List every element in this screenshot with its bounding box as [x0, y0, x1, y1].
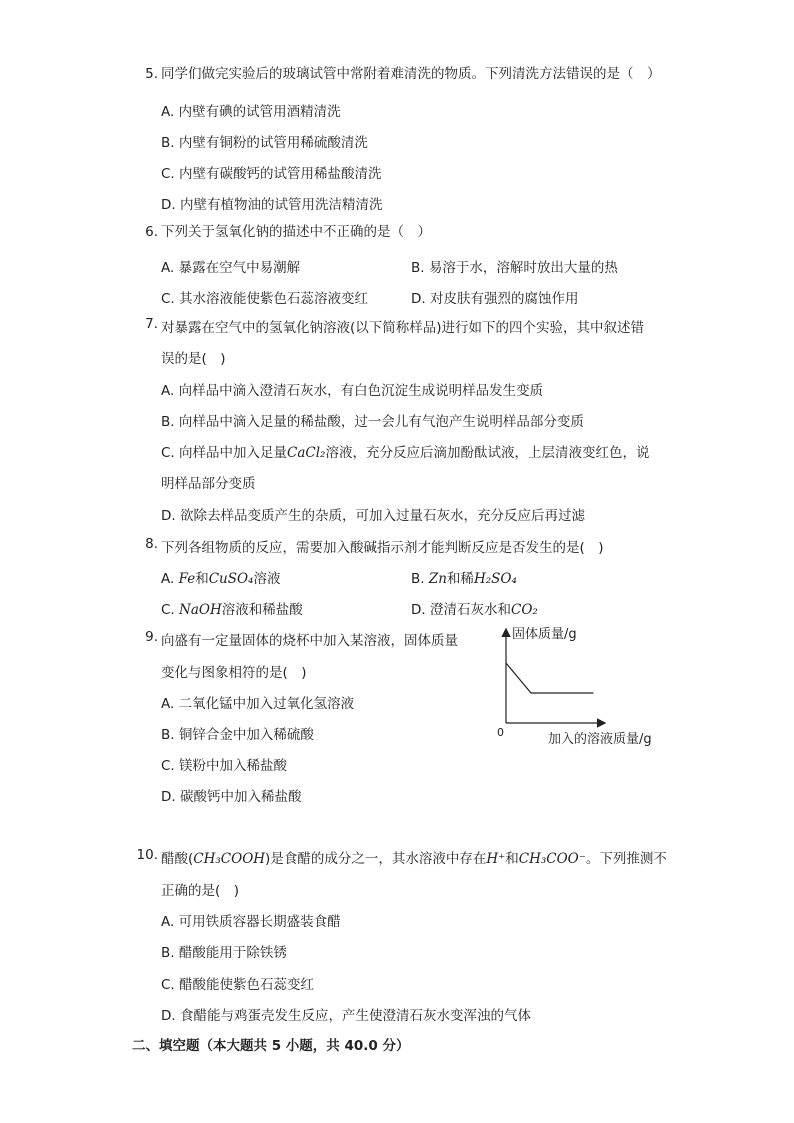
formula-h-ion: H⁺	[486, 851, 506, 867]
option-a: A. 向样品中滴入澄清石灰水，有白色沉淀生成说明样品发生变质	[161, 383, 544, 399]
question-number: 6.	[145, 224, 158, 240]
text-part: 和	[505, 851, 519, 867]
option-c-label: C.	[161, 602, 180, 618]
option-c-suffix: 溶液和稀盐酸	[221, 602, 303, 618]
option-c-continued: 明样品部分变质	[161, 476, 256, 492]
formula-acetate-ion: CH₃COO⁻	[518, 851, 586, 867]
formula-cacl2: CaCl₂	[287, 445, 326, 461]
option-a: A. 内壁有碘的试管用酒精清洗	[161, 104, 341, 120]
question-text-line1	[161, 847, 667, 867]
question-text-line1: 对暴露在空气中的氢氧化钠溶液(以下简称样品)进行如下的四个实验，其中叙述错	[161, 320, 645, 336]
formula-h2so4: H₂SO₄	[473, 571, 517, 587]
question-text-line1: 向盛有一定量固体的烧杯中加入某溶液，固体质量	[161, 633, 458, 649]
text-part: )是食醋的成分之一，其水溶液中存在	[265, 851, 487, 867]
option-c: C. 其水溶液能使紫色石蕊溶液变红	[161, 291, 369, 307]
option-c: C. 醋酸能使紫色石蕊变红	[161, 977, 315, 993]
option-b: B. 内壁有铜粉的试管用稀硫酸清洗	[161, 135, 368, 151]
option-a-and: 和	[195, 571, 209, 587]
origin-label: 0	[497, 726, 504, 739]
question-text: 下列各组物质的反应，需要加入酸碱指示剂才能判断反应是否发生的是( )	[161, 540, 604, 556]
option-c: C. 内壁有碳酸钙的试管用稀盐酸清洗	[161, 166, 382, 182]
option-a	[161, 567, 280, 587]
mass-graph	[490, 622, 670, 750]
question-number: 7.	[145, 316, 158, 332]
formula-cuso4: CuSO₄	[208, 571, 254, 587]
option-d	[411, 598, 538, 618]
option-b-and: 和稀	[446, 571, 474, 587]
option-a-label: A.	[161, 571, 179, 587]
option-c	[161, 441, 649, 461]
question-text-line2: 变化与图象相符的是( )	[161, 665, 307, 681]
option-d: D. 碳酸钙中加入稀盐酸	[161, 789, 302, 805]
option-a-suffix: 溶液	[253, 571, 281, 587]
formula-co2: CO₂	[510, 602, 538, 618]
question-number: 8.	[145, 536, 158, 552]
option-b-label: B.	[411, 571, 429, 587]
question-number: 9.	[145, 629, 158, 645]
formula-zn: Zn	[428, 571, 447, 587]
question-number: 10.	[136, 847, 158, 863]
option-d: D. 对皮肤有强烈的腐蚀作用	[411, 291, 579, 307]
question-text-line2: 误的是( )	[161, 351, 226, 367]
text-part: 醋酸(	[161, 851, 194, 867]
x-axis-label: 加入的溶液质量/g	[548, 732, 652, 747]
option-b: B. 易溶于水，溶解时放出大量的热	[411, 260, 618, 276]
option-a: A. 暴露在空气中易潮解	[161, 260, 301, 276]
text-part: 。下列推测不	[585, 851, 667, 867]
option-d-label: D. 澄清石灰水和	[411, 602, 511, 618]
y-axis-label: 固体质量/g	[512, 627, 577, 642]
option-a: A. 二氧化锰中加入过氧化氢溶液	[161, 696, 355, 712]
option-b: B. 铜锌合金中加入稀硫酸	[161, 727, 314, 743]
question-text: 同学们做完实验后的玻璃试管中常附着难清洗的物质。下列清洗方法错误的是（ ）	[161, 66, 661, 82]
option-d: D. 内壁有植物油的试管用洗洁精清洗	[161, 197, 383, 213]
option-b: B. 醋酸能用于除铁锈	[161, 945, 287, 961]
option-a: A. 可用铁质容器长期盛装食醋	[161, 914, 341, 930]
option-c: C. 镁粉中加入稀盐酸	[161, 758, 288, 774]
formula-ch3cooh: CH₃COOH	[193, 851, 266, 867]
option-d: D. 食醋能与鸡蛋壳发生反应，产生使澄清石灰水变浑浊的气体	[161, 1008, 531, 1024]
formula-fe: Fe	[178, 571, 196, 587]
option-b	[411, 567, 517, 587]
question-number: 5.	[145, 66, 158, 82]
section-heading: 二、填空题（本大题共 5 小题，共 40.0 分）	[132, 1038, 410, 1054]
formula-naoh: NaOH	[179, 602, 222, 618]
option-b: B. 向样品中滴入足量的稀盐酸，过一会儿有气泡产生说明样品部分变质	[161, 414, 584, 430]
option-c	[161, 598, 303, 618]
question-text-line2: 正确的是( )	[161, 883, 240, 899]
option-c-part1: C. 向样品中加入足量	[161, 445, 288, 461]
question-text: 下列关于氢氧化钠的描述中不正确的是（ ）	[161, 224, 431, 240]
data-line	[506, 663, 594, 693]
option-d: D. 欲除去样品变质产生的杂质，可加入过量石灰水，充分反应后再过滤	[161, 508, 585, 524]
option-c-part2: 溶液，充分反应后滴加酚酞试液，上层清液变红色，说	[325, 445, 650, 461]
